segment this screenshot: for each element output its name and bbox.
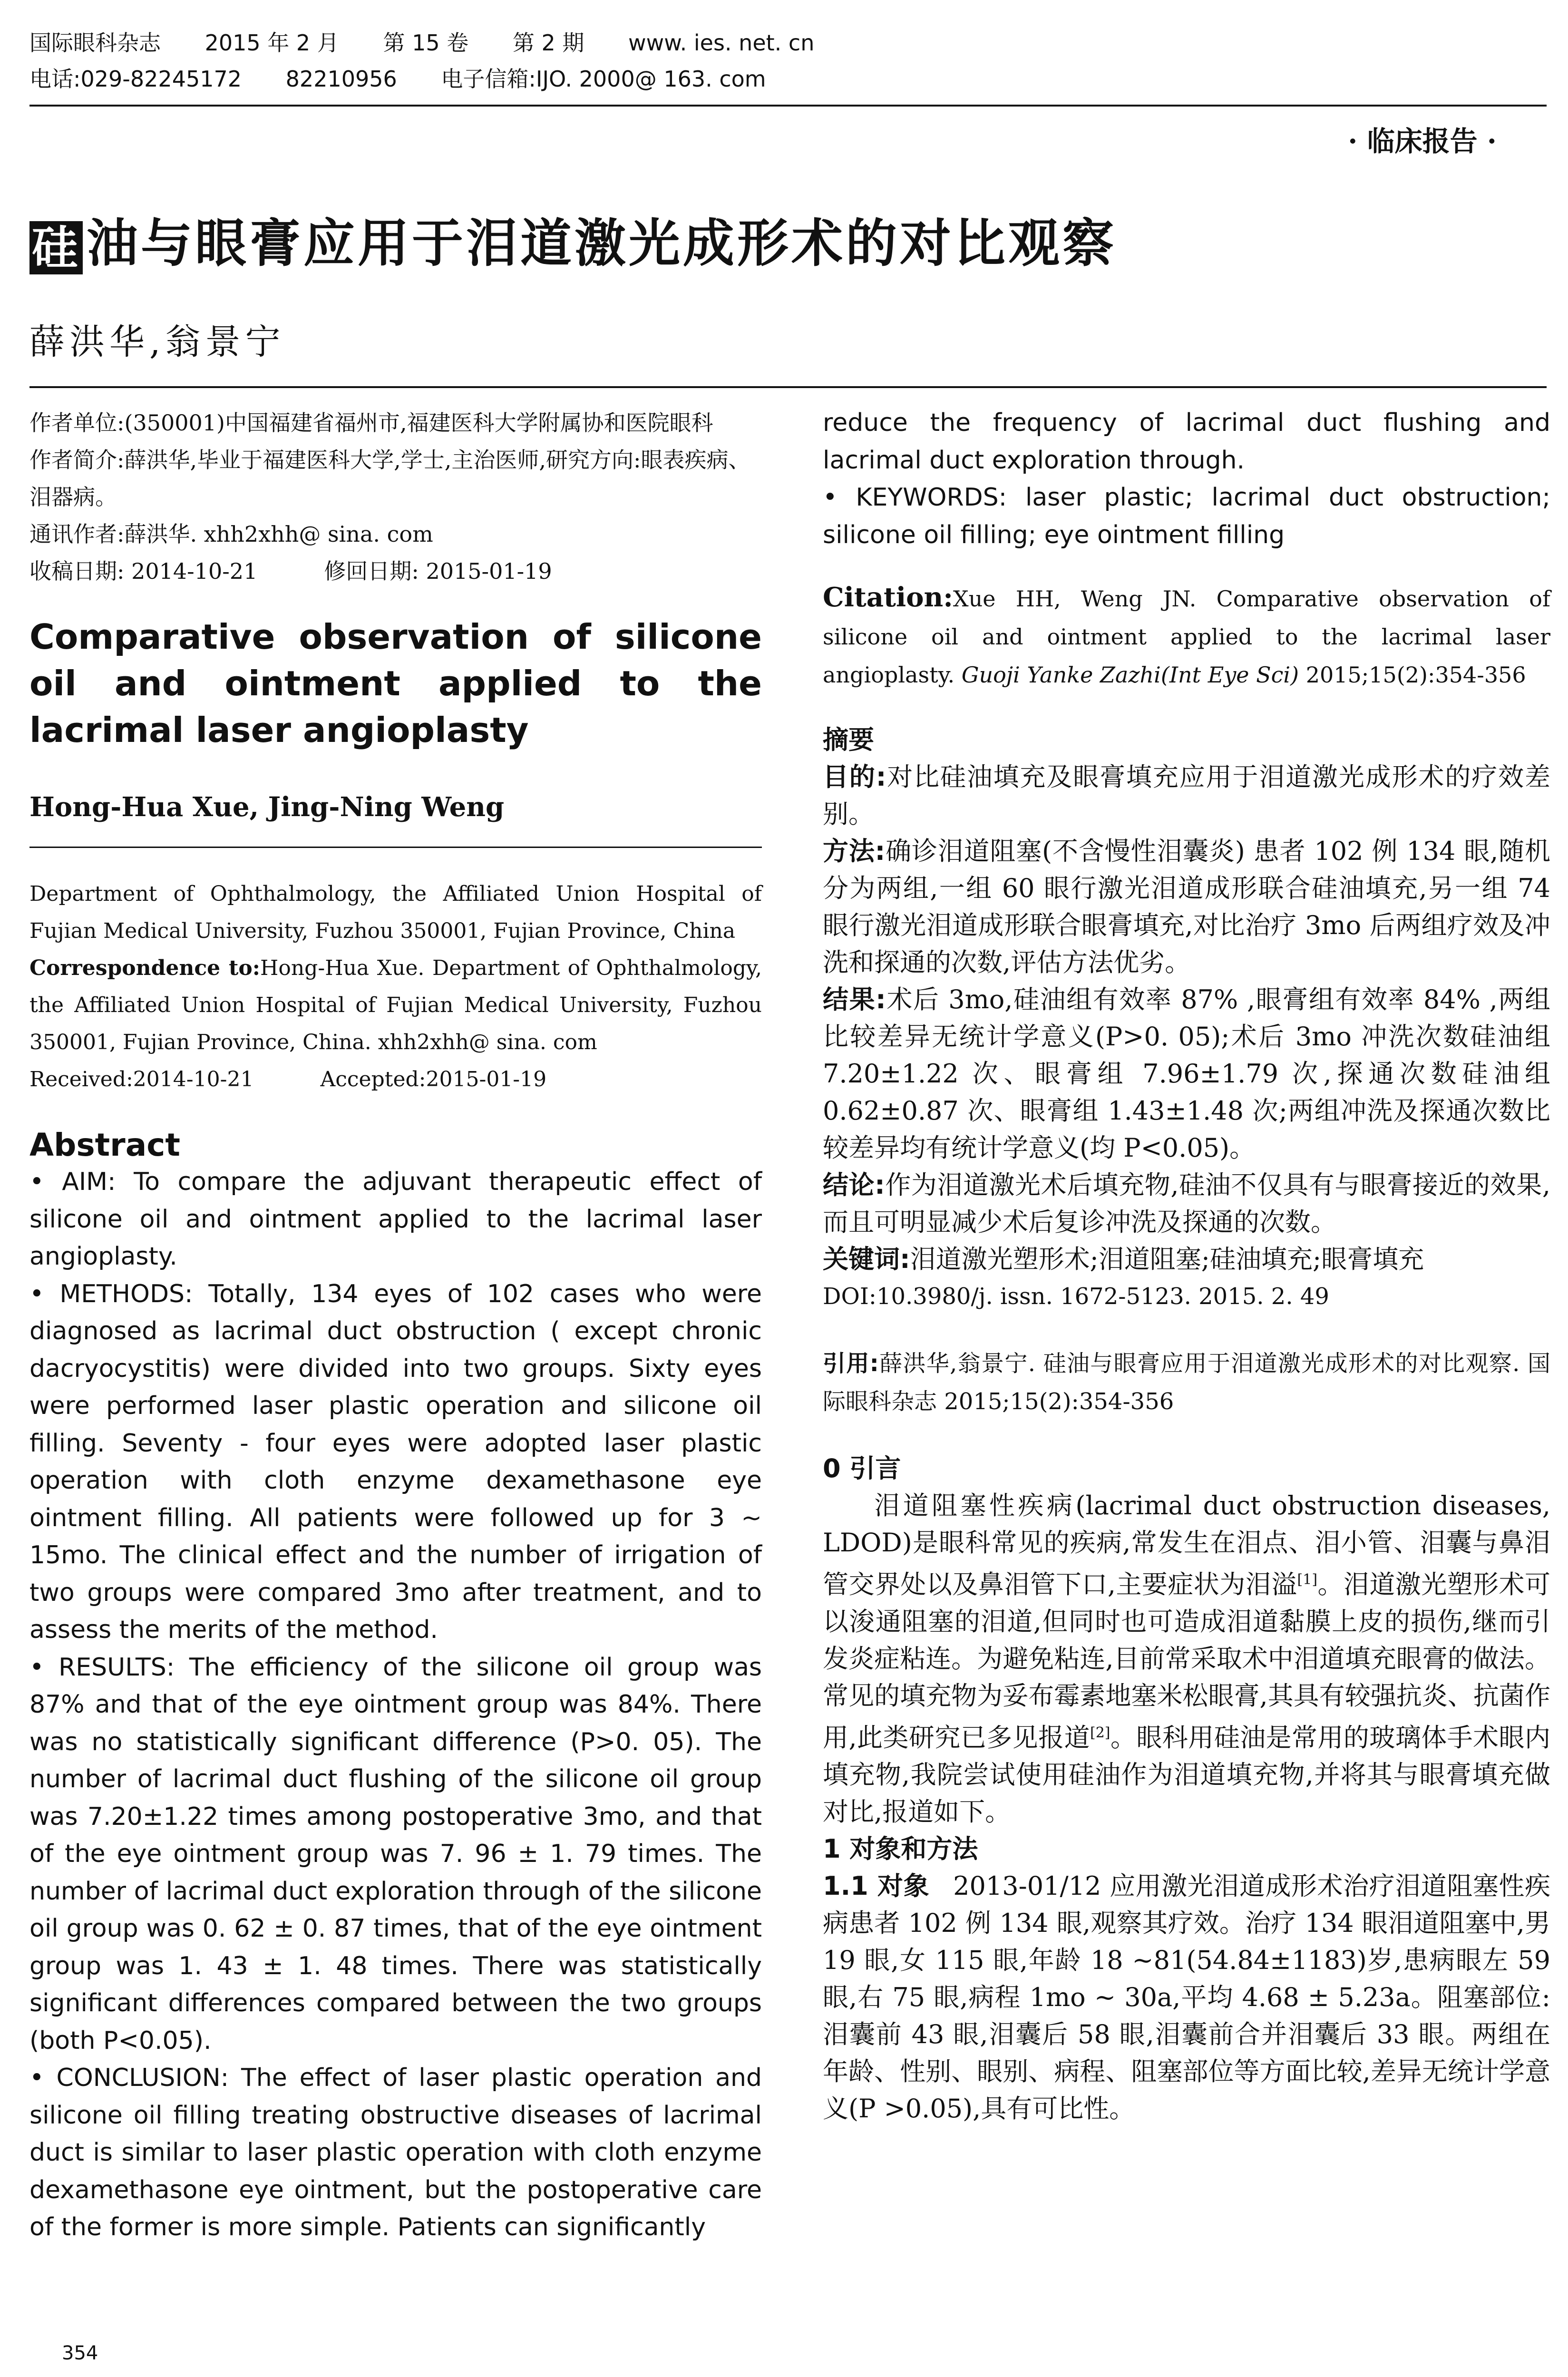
volume: 第 15 卷 [383, 30, 469, 56]
correspondence-en [29, 950, 762, 1061]
abstract-continued [823, 404, 1550, 554]
intro-paragraph [823, 1487, 1550, 1831]
keywords-en [823, 479, 1550, 554]
cn-results [823, 981, 1550, 1167]
cn-methods-label: 方法: [823, 836, 886, 866]
cn-conclusion [823, 1167, 1550, 1241]
methods-text: Totally, 134 eyes of 102 cases who were diagnosed as lacrimal duct obstruction ( except chronic dacryocystitis) were divided into two groups. Sixty eyes were performed laser plastic operation and silicone oil filling. Seventy - four eyes were adopted laser plastic operation with cloth enzyme dexamethasone eye ointment filling. All patients were followed up for 3 ~ 15mo. The clinical effect and the number of irrigation of two groups were compared 3mo after treatment, and to assess the merits of the method. [29, 1279, 762, 1644]
cn-abstract [823, 721, 1550, 1315]
fax: 82210956 [285, 66, 397, 92]
right-column [823, 404, 1550, 2127]
title-first-char: 硅 [29, 221, 83, 274]
cn-aim-text: 对比硅油填充及眼膏填充应用于泪道激光成形术的疗效差别。 [823, 762, 1550, 829]
aim-text: To compare the adjuvant therapeutic effect of silicone oil and ointment applied to the lacrimal laser angioplasty. [29, 1168, 762, 1271]
abstract-aim [29, 1163, 762, 1276]
issue-number: 第 2 期 [512, 30, 584, 56]
issue-date: 2015 年 2 月 [205, 30, 339, 56]
authors-rule [29, 847, 762, 848]
conclusion-label: • CONCLUSION: [29, 2064, 229, 2092]
author-info [29, 404, 762, 590]
cn-citation-label: 引用: [823, 1350, 879, 1377]
citation-label: Citation: [823, 582, 953, 613]
cn-abstract-heading: 摘要 [823, 725, 874, 755]
ref-2-link[interactable]: [2] [1090, 1724, 1110, 1741]
title-rule [29, 386, 1547, 388]
abstract-methods [29, 1276, 762, 1649]
english-title: Comparative observation of silicone oil and ointment applied to the lacrimal laser angioplasty [29, 617, 762, 750]
citation-journal: Guoji Yanke Zazhi(Int Eye Sci) [961, 662, 1299, 688]
left-column [29, 404, 762, 2246]
department-text: Department of Ophthalmology, the Affiliated Union Hospital of Fujian Medical University, Fuzhou 350001, Fujian Province, China [29, 882, 762, 943]
website-link[interactable]: www. ies. net. cn [628, 30, 815, 56]
title-rest: 油与眼膏应用于泪道激光成形术的对比观察 [87, 214, 1117, 273]
results-text: The efficiency of the silicone oil group was 87% and that of the eye ointment group was 84%. There was no statistically significant difference (P>0. 05). The number of lacrimal duct flushing of the silicone oil group was 7.20±1.22 times among postoperative 3mo, and that of the eye ointment group was 7. 96 ± 1. 79 times. The number of lacrimal duct exploration through of the silicone oil group was 0. 62 ± 0. 87 times, that of the eye ointment group was 1. 43 ± 1. 48 times. There was statistically significant differences compared between the two groups (both P<0.05). [29, 1653, 762, 2055]
correspondence-cn: 通讯作者:薛洪华. xhh2xhh@ sina. com [29, 521, 433, 547]
section-label: · 临床报告 · [1348, 125, 1497, 157]
email-link[interactable]: 电子信箱:IJO. 2000@ 163. com [441, 66, 766, 92]
received-date: 收稿日期: 2014-10-21 [29, 558, 258, 584]
methods-heading: 1 对象和方法 [823, 1834, 978, 1864]
keywords-text: laser plastic; lacrimal duct obstruction; silicone oil filling; eye ointment filling [823, 483, 1551, 549]
dates-cn [29, 553, 762, 590]
page-number: 354 [62, 2342, 98, 2364]
cn-aim [823, 759, 1550, 833]
cn-keywords-label: 关键词: [823, 1244, 910, 1274]
methods-label: • METHODS: [29, 1279, 193, 1308]
accepted-en: Accepted:2015-01-19 [320, 1067, 547, 1091]
cn-keywords [823, 1241, 1550, 1278]
results-label: • RESULTS: [29, 1653, 175, 1682]
subjects-text: 2013-01/12 应用激光泪道成形术治疗泪道阻塞性疾病患者 102 例 134 眼,观察其疗效。治疗 134 眼泪道阻塞中,男 19 眼,女 115 眼,年龄 18 ~81(54.84±1183)岁,患病眼左 59 眼,右 75 眼,病程 1mo ~ 30a,平均 4.68 ± 5.23a。阻塞部位:泪囊前 43 眼,泪囊后 58 眼,泪囊前合并泪囊后 33 眼。两组在年龄、性别、眼别、病程、阻塞部位等方面比较,差异无统计学意义(P >0.05),具有可比性。 [823, 1871, 1550, 2124]
journal-header [29, 25, 1547, 97]
revised-date: 修回日期: 2015-01-19 [324, 558, 552, 584]
abstract-results [29, 1649, 762, 2060]
english-authors: Hong-Hua Xue, Jing-Ning Weng [29, 791, 505, 823]
keywords-label: • KEYWORDS: [823, 483, 1007, 512]
subjects-paragraph [823, 1868, 1550, 2127]
cn-citation [823, 1344, 1550, 1421]
dates-en [29, 1061, 762, 1098]
citation-tail: 2015;15(2):354-356 [1305, 662, 1526, 688]
header-rule [29, 105, 1547, 107]
abstract-heading: Abstract [29, 1127, 180, 1163]
conclusion-text: The effect of laser plastic operation and silicone oil filling treating obstructive diseases of lacrimal duct is similar to laser plastic operation with cloth enzyme dexamethasone eye ointment, but the postoperative care of the former is more simple. Patients can significantly [29, 2064, 762, 2241]
aim-label: • AIM: [29, 1168, 116, 1196]
abstract-body [29, 1163, 762, 2246]
subjects-label: 1.1 对象 [823, 1871, 930, 1901]
department-info [29, 876, 762, 1098]
correspondence-label: Correspondence to: [29, 956, 260, 980]
ref-1-link[interactable]: [1] [1297, 1571, 1318, 1588]
doi-link[interactable]: DOI:10.3980/j. issn. 1672-5123. 2015. 2. 49 [823, 1283, 1329, 1310]
intro-text-b: 。泪道激光塑形术可以浚通阻塞的泪道,但同时也可造成泪道黏膜上皮的损伤,继而引发炎症粘连。为避免粘连,目前常采取术中泪道填充眼膏的做法。常见的填充物为妥布霉素地塞米松眼膏,其具有较强抗炎、抗菌作用,此类研究已多见报道 [823, 1569, 1550, 1753]
introduction [823, 1450, 1550, 2127]
cn-conclusion-label: 结论: [823, 1170, 885, 1200]
correspondence-text: Hong-Hua Xue. Department of Ophthalmology, the Affiliated Union Hospital of Fujian Medical University, Fuzhou 350001, Fujian Province, China. xhh2xhh@ sina. com [29, 956, 762, 1054]
cn-methods [823, 833, 1550, 981]
phone: 电话:029-82245172 [29, 66, 242, 92]
cn-keywords-text: 泪道激光塑形术;泪道阻塞;硅油填充;眼膏填充 [910, 1244, 1424, 1274]
intro-text-a: 泪道阻塞性疾病(lacrimal duct obstruction diseases, LDOD)是眼科常见的疾病,常发生在泪点、泪小管、泪囊与鼻泪管交界处以及鼻泪管下口,主要症状为泪溢 [823, 1490, 1550, 1599]
cn-conclusion-text: 作为泪道激光术后填充物,硅油不仅具有与眼膏接近的效果,而且可明显减少术后复诊冲洗及探通的次数。 [823, 1170, 1550, 1237]
author-bio: 作者简介:薛洪华,毕业于福建医科大学,学士,主治医师,研究方向:眼表疾病、泪器病。 [29, 447, 750, 510]
intro-text-c: 。眼科用硅油是常用的玻璃体手术眼内填充物,我院尝试使用硅油作为泪道填充物,并将其与眼膏填充做对比,报道如下。 [823, 1723, 1550, 1827]
authors-cn: 薛洪华,翁景宁 [29, 321, 285, 362]
journal-name: 国际眼科杂志 [29, 30, 161, 56]
citation-text: Xue HH, Weng JN. Comparative observation of silicone oil and ointment applied to the lacrimal laser angioplasty. [823, 586, 1550, 688]
cn-results-text: 术后 3mo,硅油组有效率 87% ,眼膏组有效率 84% ,两组比较差异无统计学意义(P>0. 05);术后 3mo 冲洗次数硅油组 7.20±1.22 次、眼膏组 7.96±1.79 次,探通次数硅油组 0.62±0.87 次、眼膏组 1.43±1.48 次;两组冲洗及探通次数比较差异均有统计学意义(均 P<0.05)。 [823, 984, 1550, 1163]
affiliation: 作者单位:(350001)中国福建省福州市,福建医科大学附属协和医院眼科 [29, 410, 713, 436]
cn-citation-text: 薛洪华,翁景宁. 硅油与眼膏应用于泪道激光成形术的对比观察. 国际眼科杂志 2015;15(2):354-356 [823, 1350, 1550, 1415]
intro-heading: 0 引言 [823, 1453, 901, 1483]
conclusion-continued: reduce the frequency of lacrimal duct flushing and lacrimal duct exploration through. [823, 409, 1550, 475]
citation-en [823, 578, 1550, 694]
cn-methods-text: 确诊泪道阻塞(不含慢性泪囊炎) 患者 102 例 134 眼,随机分为两组,一组 60 眼行激光泪道成形联合硅油填充,另一组 74 眼行激光泪道成形联合眼膏填充,对比治疗 3mo 后两组疗效及冲洗和探通的次数,评估方法优劣。 [823, 836, 1550, 977]
abstract-conclusion [29, 2059, 762, 2246]
received-en: Received:2014-10-21 [29, 1067, 254, 1091]
cn-results-label: 结果: [823, 984, 886, 1014]
page-title [29, 202, 1117, 276]
cn-aim-label: 目的: [823, 762, 886, 792]
